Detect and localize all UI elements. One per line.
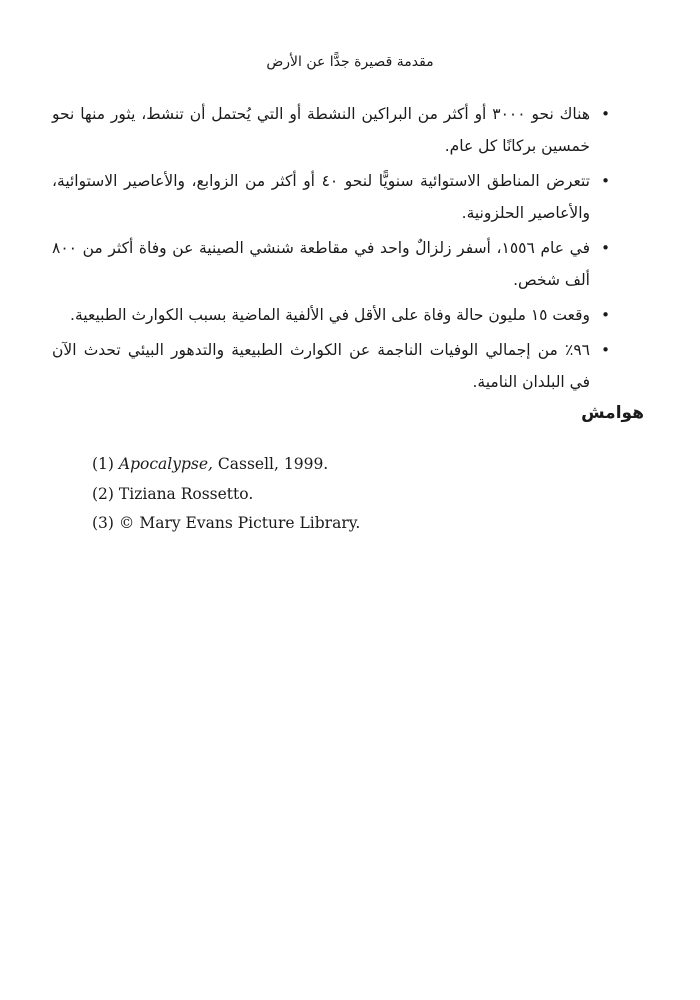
- bullet-text: في عام ١٥٥٦، أسفر زلزالٌ واحد في مقاطعة شنشي الصينية عن وفاة أكثر من ٨٠٠ ألف شخص.: [52, 239, 590, 289]
- footnote-text: Tiziana Rossetto.: [118, 484, 254, 503]
- footnote-item: [92, 480, 612, 510]
- facts-bullet-list: [52, 98, 610, 401]
- bullet-item: [52, 299, 610, 331]
- bullet-dot-icon: •: [601, 341, 610, 359]
- running-header: مقدمة قصيرة جدًّا عن الأرض: [266, 54, 434, 70]
- footnote-title: Apocalypse,: [118, 455, 213, 473]
- footnote-item: [92, 509, 612, 539]
- footnote-item: [92, 450, 612, 480]
- bullet-dot-icon: •: [601, 172, 610, 190]
- bullet-item: [52, 334, 610, 398]
- bullet-dot-icon: •: [601, 306, 610, 324]
- bullet-item: [52, 98, 610, 162]
- footnote-number: (2): [92, 484, 114, 503]
- bullet-text: ٩٦٪ من إجمالي الوفيات الناجمة عن الكوارث الطبيعية والتدهور البيئي تحدث الآن في البلدان النامية.: [52, 341, 590, 391]
- footnote-text: Cassell, 1999.: [217, 455, 329, 473]
- footnote-number: (3): [92, 514, 114, 532]
- bullet-text: وقعت ١٥ مليون حالة وفاة على الأقل في الألفية الماضية بسبب الكوارث الطبيعية.: [70, 306, 590, 324]
- bullet-text: هناك نحو ٣٠٠٠ أو أكثر من البراكين النشطة أو التي يُحتمل أن تنشط، يثور منها نحو خمسين بركانًا كل عام.: [52, 105, 591, 155]
- bullet-dot-icon: •: [601, 239, 610, 257]
- bullet-dot-icon: •: [601, 105, 610, 123]
- notes-heading: هوامش: [581, 403, 644, 423]
- footnotes-list: [92, 450, 612, 539]
- footnote-number: (1): [92, 455, 114, 473]
- bullet-item: [52, 165, 610, 229]
- bullet-item: [52, 232, 610, 296]
- footnote-text: © Mary Evans Picture Library.: [118, 514, 361, 532]
- bullet-text: تتعرض المناطق الاستوائية سنويًّا لنحو ٤٠ أو أكثر من الزوابع، والأعاصير الاستوائية، والأعاصير الحلزونية.: [52, 172, 590, 222]
